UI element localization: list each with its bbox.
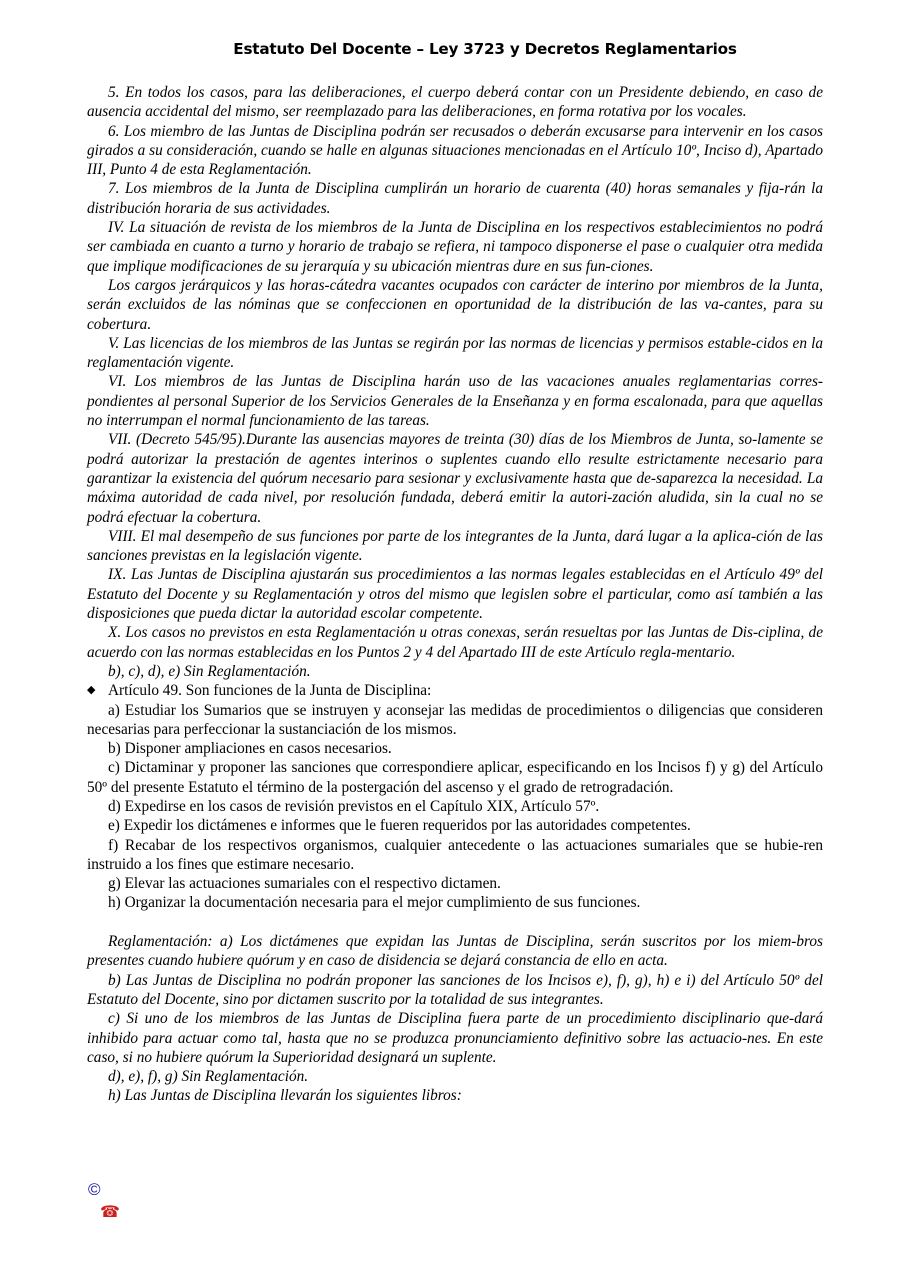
paragraph: VI. Los miembros de las Juntas de Disciplina harán uso de las vacaciones anuales reglamentarias corres-pondientes al personal Superior de los Servicios Generales de la Enseñanza y en forma escalonada, para que aquellas no interrumpan el normal funcionamiento de las tareas. xyxy=(87,373,823,430)
telephone-icon: ☎ xyxy=(100,1204,120,1221)
spacer xyxy=(87,913,823,932)
copyright-icon: © xyxy=(88,1180,101,1199)
paragraph: X. Los casos no previstos en esta Reglamentación u otras conexas, serán resueltas por las Juntas de Dis-ciplina, de acuerdo con las normas establecidas en los Puntos 2 y 4 del Apartado III de este Artículo regla-mentario. xyxy=(87,624,823,661)
document-body xyxy=(87,83,823,1106)
article-item: a) Estudiar los Sumarios que se instruyen y aconsejar las medidas de procedimientos o diligencias que consideren necesarias para perfeccionar la sustanciación de los mismos. xyxy=(87,701,823,738)
reglamentacion-paragraph: c) Si uno de los miembros de las Juntas de Disciplina fuera parte de un procedimiento disciplinario que-dará inhibido para actuar como tal, hasta que no se produzca pronunciamiento definitivo sobre las actuacio-nes. En este caso, si no hubiere quórum la Superioridad designará un suplente. xyxy=(87,1010,823,1066)
paragraph: VIII. El mal desempeño de sus funciones por parte de los integrantes de la Junta, dará lugar a la aplica-ción de las sanciones previstas en la legislación vigente. xyxy=(87,527,823,565)
paragraph: IV. La situación de revista de los miembros de la Junta de Disciplina en los respectivos establecimientos no podrá ser cambiada en cuanto a turno y horario de trabajo se refiera, ni tampoco disponerse el pase o cualquier otra medida que implique modificaciones de su jerarquía y su ubicación mientras dure en sus fun-ciones. xyxy=(87,219,823,275)
reglamentacion-paragraph: h) Las Juntas de Disciplina llevarán los siguientes libros: xyxy=(108,1087,462,1105)
article-item: b) Disponer ampliaciones en casos necesarios. xyxy=(108,740,392,758)
paragraph: V. Las licencias de los miembros de las Juntas se regirán por las normas de licencias y permisos estable-cidos en la reglamentación vigente. xyxy=(87,334,823,372)
paragraph: IX. Las Juntas de Disciplina ajustarán sus procedimientos a las normas legales establecidas en el Artículo 49º del Estatuto del Docente y su Reglamentación y otros del mismo que legislen sobre el particular, como así también a las disposiciones que pueda dictar la autoridad escolar competente. xyxy=(87,566,823,623)
paragraph: 7. Los miembros de la Junta de Disciplina cumplirán un horario de cuarenta (40) horas semanales y fija-rán la distribución horaria de sus actividades. xyxy=(87,180,823,217)
paragraph: VII. (Decreto 545/95).Durante las ausencias mayores de treinta (30) días de los Miembros de Junta, so-lamente se podrá autorizar la prestación de agentes interinos o suplentes cuando ello resulte estrictamente necesario para garantizar la existencia del quórum necesario para sesionar y exclusivamente hasta que de-saparezca la necesidad. La máxima autoridad de cada nivel, por resolución fundada, deberá emitir la autori-zación aludida, sin la cual no se podrá efectuar la cobertura. xyxy=(87,431,823,526)
diamond-bullet-icon: ◆ xyxy=(87,684,96,697)
article-heading xyxy=(87,681,823,700)
page-title: Estatuto Del Docente – Ley 3723 y Decretos Reglamentarios xyxy=(233,40,737,58)
article-item: h) Organizar la documentación necesaria para el mejor cumplimiento de sus funciones. xyxy=(108,894,641,912)
article-item: c) Dictaminar y proponer las sanciones que correspondiere aplicar, especificando en los Incisos f) y g) del Artículo 50º del presente Estatuto el término de la postergación del ascenso y el grado de retrogradación. xyxy=(87,759,823,796)
article-item: d) Expedirse en los casos de revisión previstos en el Capítulo XIX, Artículo 57º. xyxy=(108,797,600,815)
reglamentacion-paragraph: Reglamentación: a) Los dictámenes que expidan las Juntas de Disciplina, serán suscritos por los miem-bros presentes cuando hubiere quórum y en caso de disidencia se dejará constancia de ello en acta. xyxy=(87,933,823,970)
article-item: f) Recabar de los respectivos organismos, cualquier antecedente o las actuaciones sumariales que se hubie-ren instruido a los fines que estimare necesario. xyxy=(87,836,823,873)
page-footer xyxy=(88,1180,120,1222)
reglamentacion-paragraph: b) Las Juntas de Disciplina no podrán proponer las sanciones de los Incisos e), f), g), h) e i) del Artículo 50º del Estatuto del Docente, sino por dictamen suscrito por la totalidad de sus integrantes. xyxy=(87,971,823,1008)
paragraph: 6. Los miembro de las Juntas de Disciplina podrán ser recusados o deberán excusarse para intervenir en los casos girados a su consideración, cuando se halle en algunas situaciones mencionadas en el Artículo 10º, Inciso d), Apartado III, Punto 4 de esta Reglamentación. xyxy=(87,122,823,179)
paragraph: 5. En todos los casos, para las deliberaciones, el cuerpo deberá contar con un Presidente debiendo, en caso de ausencia accidental del mismo, ser reemplazado para las deliberaciones, en forma rotativa por los vocales. xyxy=(87,84,823,121)
article-item: e) Expedir los dictámenes e informes que le fueren requeridos por las autoridades competentes. xyxy=(108,817,691,835)
document-page xyxy=(87,40,823,1106)
paragraph: b), c), d), e) Sin Reglamentación. xyxy=(108,662,311,680)
reglamentacion-paragraph: d), e), f), g) Sin Reglamentación. xyxy=(108,1068,309,1086)
article-heading-text: Artículo 49. Son funciones de la Junta de Disciplina: xyxy=(108,682,432,700)
paragraph: Los cargos jerárquicos y las horas-cátedra vacantes ocupados con carácter de interino por miembros de la Junta, serán excluidos de las nóminas que se confeccionen en oportunidad de la distribución de las va-cantes, para su cobertura. xyxy=(87,276,823,333)
article-item: g) Elevar las actuaciones sumariales con el respectivo dictamen. xyxy=(108,875,501,893)
